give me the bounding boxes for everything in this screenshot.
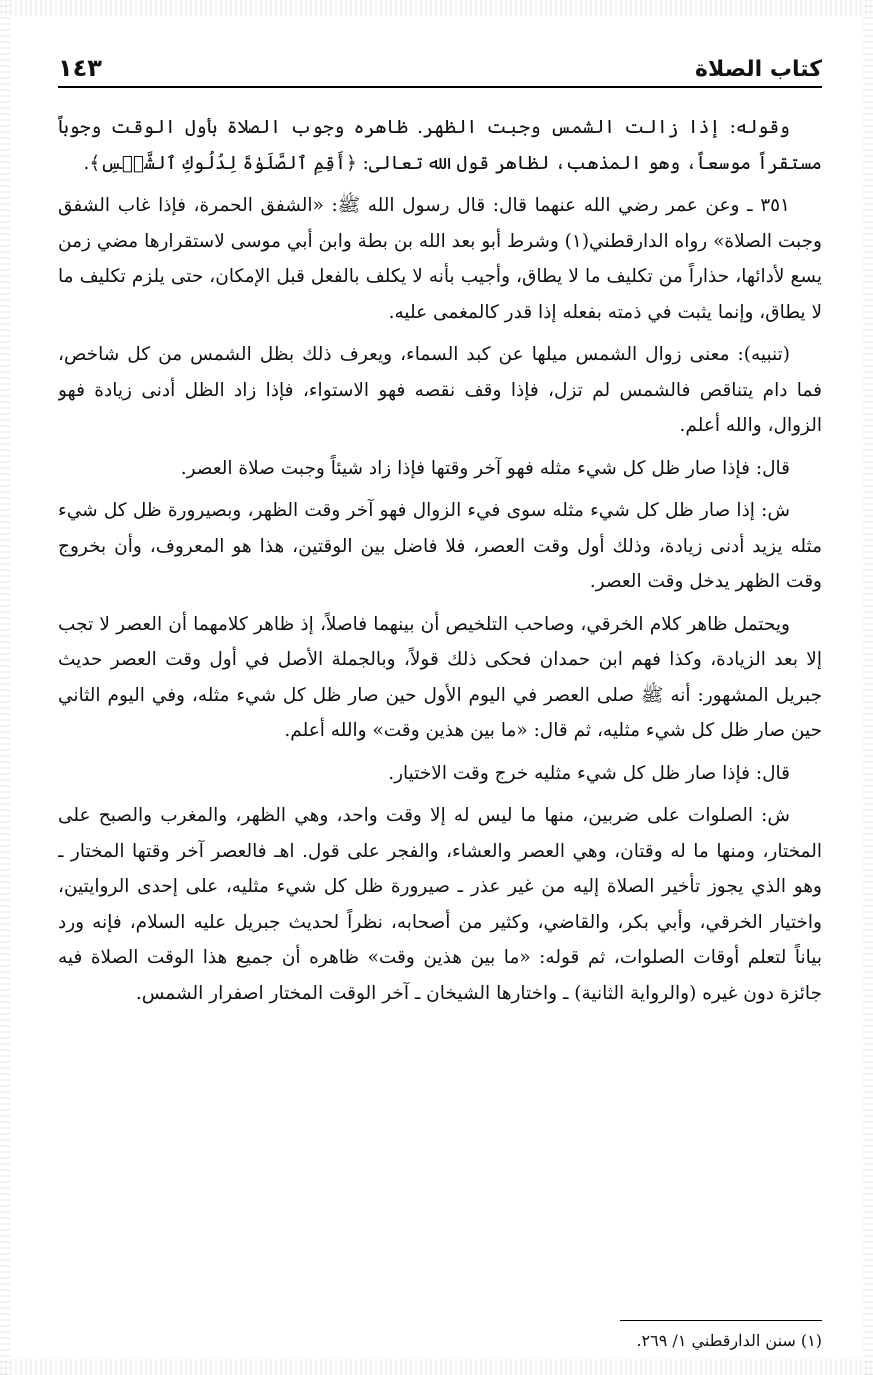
scan-edge-right [863, 0, 873, 1375]
scan-edge-top [0, 0, 873, 16]
scan-edge-bottom [0, 1359, 873, 1375]
paragraph-8: ش: الصلوات على ضربين، منها ما ليس له إلا وقت واحد، وهي الظهر، والمغرب والصبح على المختار، ومنها ما له وقتان، وهي العصر والعشاء، والفجر على قول. اهـ فالعصر آخر وقتها المختار ـ وهو الذي يجوز تأخير الصلاة إليه من غير عذر ـ صيرورة ظل كل شيء مثليه، على إحدى الروايتين، واختيار الخرقي، وأبي بكر، والقاضي، وكثير من أصحابه، نظراً لحديث جبريل عليه السلام، فإنه ورد بياناً لتعلم أوقات الصلوات، ثم قوله: «ما بين هذين وقت» ظاهره أن جميع هذا الوقت الصلاة فيه جائزة دون غيره (والرواية الثانية) ـ واختارها الشيخان ـ آخر الوقت المختار اصفرار الشمس. [58, 805, 822, 1004]
page-number: ١٤٣ [58, 54, 102, 82]
paragraph-3: (تنبيه): معنى زوال الشمس ميلها عن كبد السماء، ويعرف ذلك بظل الشمس من كل شاخص، فما دام يتناقص فالشمس لم تزل، فإذا وقف نقصه فهو الاستواء، فإذا زاد الظل أدنى زيادة فهو الزوال، والله أعلم. [58, 344, 822, 436]
paragraph-1: وقوله: إذا زالت الشمس وجبت الظهر. ظاهره وجوب الصلاة بأول الوقت وجوباً مستقراً موسعاً، وهو المذهب، لظاهر قول الله تعالى: ﴿أَقِمِ ٱلصَّلَوٰةَ لِدُلُوكِ ٱلشَّمۡسِ﴾. [58, 117, 822, 174]
page-body [58, 110, 822, 1300]
scan-edge-left [0, 0, 10, 1375]
paragraph-6: ويحتمل ظاهر كلام الخرقي، وصاحب التلخيص أن بينهما فاصلاً، إذ ظاهر كلامهما أن العصر لا تجب إلا بعد الزيادة، وكذا فهم ابن حمدان فحكى ذلك قولاً، وبالجملة الأصل في أول وقت العصر حديث جبريل المشهور: أنه ﷺ صلى العصر في اليوم الأول حين صار ظل كل شيء مثله، وفي اليوم الثاني حين صار ظل كل شيء مثليه، ثم قال: «ما بين هذين وقت» والله أعلم. [58, 613, 822, 741]
chapter-title: كتاب الصلاة [695, 57, 822, 82]
footnote: (١) سنن الدارقطني ١/ ٢٦٩. [636, 1331, 822, 1350]
paragraph-5: ش: إذا صار ظل كل شيء مثله سوى فيء الزوال فهو آخر وقت الظهر، وبصيرورة ظل كل شيء مثله يزيد أدنى زيادة، وذلك أول وقت العصر، فلا فاضل بين الوقتين، هذا هو المعروف، وأن بخروج وقت الظهر يدخل وقت العصر. [58, 500, 822, 592]
page-header [58, 50, 822, 88]
paragraph-4: قال: فإذا صار ظل كل شيء مثله فهو آخر وقتها فإذا زاد شيئاً وجبت صلاة العصر. [180, 457, 790, 479]
footnote-divider [620, 1320, 822, 1321]
paragraph-7: قال: فإذا صار ظل كل شيء مثليه خرج وقت الاختيار. [388, 762, 790, 784]
paragraph-2: ٣٥١ ـ وعن عمر رضي الله عنهما قال: قال رسول الله ﷺ: «الشفق الحمرة، فإذا غاب الشفق وجبت الصلاة» رواه الدارقطني(١) وشرط أبو بعد الله بن بطة وابن أبي موسى لاستقرارها مضي زمن يسع لأدائها، حذاراً من تكليف ما لا يطاق، وأجيب بأنه لا يكلف بالفعل قبل الإمكان، حتى يلزم تكليف ما لا يطاق، وإنما يثبت في ذمته بفعله إذا قدر كالمغمى عليه. [58, 195, 822, 323]
